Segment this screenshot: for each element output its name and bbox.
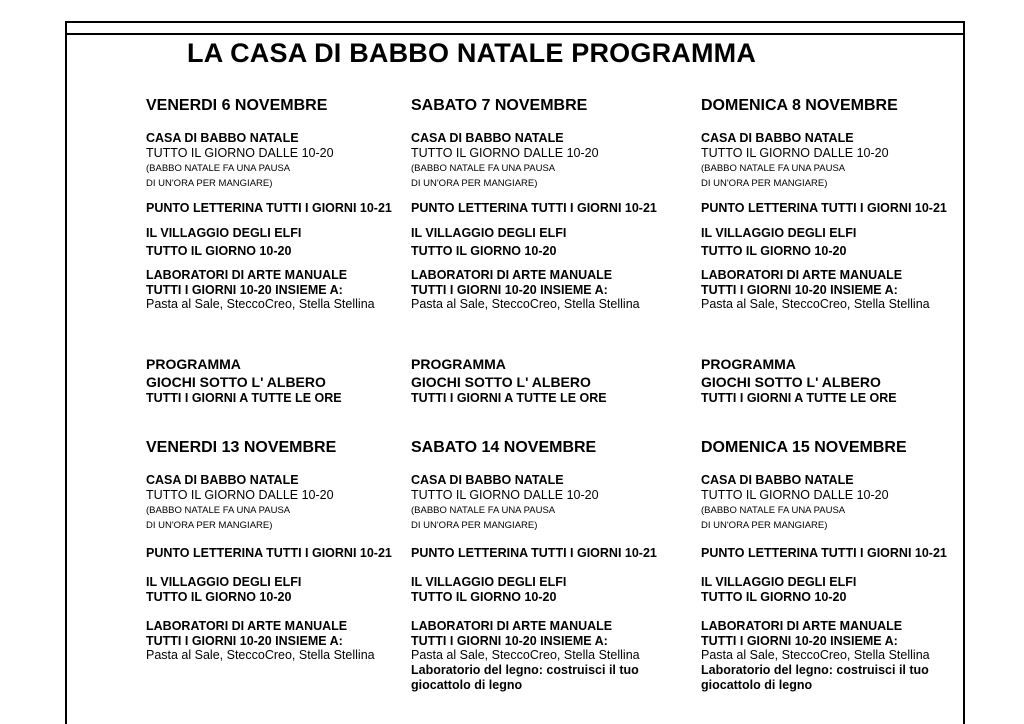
casa-note: (BABBO NATALE FA UNA PAUSA (146, 163, 291, 174)
casa-note: (BABBO NATALE FA UNA PAUSA (411, 505, 556, 516)
letterina-info: PUNTO LETTERINA TUTTI I GIORNI 10-21 (146, 546, 392, 560)
casa-hours: TUTTO IL GIORNO DALLE 10-20 (146, 488, 334, 502)
lab-list: Pasta al Sale, SteccoCreo, Stella Stellina (701, 297, 930, 311)
casa-title: CASA DI BABBO NATALE (411, 473, 564, 487)
villaggio-title: IL VILLAGGIO DEGLI ELFI (411, 575, 567, 589)
lab-hours: TUTTI I GIORNI 10-20 INSIEME A: (146, 283, 343, 297)
villaggio-title: IL VILLAGGIO DEGLI ELFI (411, 226, 567, 240)
casa-hours: TUTTO IL GIORNO DALLE 10-20 (146, 146, 334, 160)
letterina-info: PUNTO LETTERINA TUTTI I GIORNI 10-21 (411, 201, 657, 215)
day-heading: VENERDI 6 NOVEMBRE (146, 97, 328, 114)
lab-title: LABORATORI DI ARTE MANUALE (701, 619, 903, 633)
casa-note: DI UN'ORA PER MANGIARE) (411, 178, 538, 189)
lab-title: LABORATORI DI ARTE MANUALE (146, 268, 348, 282)
villaggio-hours: TUTTO IL GIORNO 10-20 (701, 590, 847, 604)
lab-title: LABORATORI DI ARTE MANUALE (411, 268, 613, 282)
villaggio-hours: TUTTO IL GIORNO 10-20 (146, 244, 292, 258)
lab-list: Pasta al Sale, SteccoCreo, Stella Stellina (411, 297, 640, 311)
day-heading: SABATO 14 NOVEMBRE (411, 439, 597, 456)
legno-lab: Laboratorio del legno: costruisci il tuo (411, 663, 639, 677)
letterina-info: PUNTO LETTERINA TUTTI I GIORNI 10-21 (411, 546, 657, 560)
lab-list: Pasta al Sale, SteccoCreo, Stella Stellina (146, 648, 375, 662)
casa-note: (BABBO NATALE FA UNA PAUSA (701, 163, 846, 174)
giochi-line: TUTTI I GIORNI A TUTTE LE ORE (701, 391, 897, 405)
lab-hours: TUTTI I GIORNI 10-20 INSIEME A: (701, 634, 898, 648)
casa-note: DI UN'ORA PER MANGIARE) (701, 520, 828, 531)
giochi-line: GIOCHI SOTTO L' ALBERO (146, 374, 326, 390)
villaggio-hours: TUTTO IL GIORNO 10-20 (146, 590, 292, 604)
giochi-line: GIOCHI SOTTO L' ALBERO (411, 374, 591, 390)
casa-note: (BABBO NATALE FA UNA PAUSA (701, 505, 846, 516)
legno-lab: giocattolo di legno (701, 678, 813, 692)
lab-list: Pasta al Sale, SteccoCreo, Stella Stellina (146, 297, 375, 311)
day-heading: DOMENICA 15 NOVEMBRE (701, 439, 907, 456)
villaggio-hours: TUTTO IL GIORNO 10-20 (701, 244, 847, 258)
casa-title: CASA DI BABBO NATALE (411, 131, 564, 145)
casa-hours: TUTTO IL GIORNO DALLE 10-20 (701, 146, 889, 160)
casa-note: DI UN'ORA PER MANGIARE) (701, 178, 828, 189)
page-header-box (65, 21, 965, 35)
giochi-line: TUTTI I GIORNI A TUTTE LE ORE (146, 391, 342, 405)
villaggio-title: IL VILLAGGIO DEGLI ELFI (146, 226, 302, 240)
giochi-line: PROGRAMMA (411, 356, 506, 372)
villaggio-hours: TUTTO IL GIORNO 10-20 (411, 590, 557, 604)
villaggio-hours: TUTTO IL GIORNO 10-20 (411, 244, 557, 258)
giochi-line: GIOCHI SOTTO L' ALBERO (701, 374, 881, 390)
giochi-line: PROGRAMMA (701, 356, 796, 372)
casa-hours: TUTTO IL GIORNO DALLE 10-20 (411, 488, 599, 502)
page-border-right (963, 21, 965, 724)
lab-hours: TUTTI I GIORNI 10-20 INSIEME A: (411, 634, 608, 648)
day-heading: VENERDI 13 NOVEMBRE (146, 439, 337, 456)
lab-title: LABORATORI DI ARTE MANUALE (701, 268, 903, 282)
letterina-info: PUNTO LETTERINA TUTTI I GIORNI 10-21 (701, 201, 947, 215)
day-heading: DOMENICA 8 NOVEMBRE (701, 97, 898, 114)
villaggio-title: IL VILLAGGIO DEGLI ELFI (701, 226, 857, 240)
lab-hours: TUTTI I GIORNI 10-20 INSIEME A: (701, 283, 898, 297)
casa-title: CASA DI BABBO NATALE (701, 131, 854, 145)
lab-hours: TUTTI I GIORNI 10-20 INSIEME A: (411, 283, 608, 297)
giochi-line: TUTTI I GIORNI A TUTTE LE ORE (411, 391, 607, 405)
casa-hours: TUTTO IL GIORNO DALLE 10-20 (701, 488, 889, 502)
casa-hours: TUTTO IL GIORNO DALLE 10-20 (411, 146, 599, 160)
casa-note: (BABBO NATALE FA UNA PAUSA (146, 505, 291, 516)
casa-title: CASA DI BABBO NATALE (701, 473, 854, 487)
villaggio-title: IL VILLAGGIO DEGLI ELFI (701, 575, 857, 589)
page-border-left (65, 21, 67, 724)
casa-note: DI UN'ORA PER MANGIARE) (146, 178, 273, 189)
casa-note: DI UN'ORA PER MANGIARE) (411, 520, 538, 531)
legno-lab: Laboratorio del legno: costruisci il tuo (701, 663, 929, 677)
letterina-info: PUNTO LETTERINA TUTTI I GIORNI 10-21 (146, 201, 392, 215)
giochi-line: PROGRAMMA (146, 356, 241, 372)
lab-title: LABORATORI DI ARTE MANUALE (411, 619, 613, 633)
casa-title: CASA DI BABBO NATALE (146, 473, 299, 487)
lab-hours: TUTTI I GIORNI 10-20 INSIEME A: (146, 634, 343, 648)
legno-lab: giocattolo di legno (411, 678, 523, 692)
casa-note: DI UN'ORA PER MANGIARE) (146, 520, 273, 531)
lab-list: Pasta al Sale, SteccoCreo, Stella Stellina (411, 648, 640, 662)
lab-title: LABORATORI DI ARTE MANUALE (146, 619, 348, 633)
page-title: LA CASA DI BABBO NATALE PROGRAMMA (187, 38, 757, 68)
day-heading: SABATO 7 NOVEMBRE (411, 97, 588, 114)
casa-note: (BABBO NATALE FA UNA PAUSA (411, 163, 556, 174)
villaggio-title: IL VILLAGGIO DEGLI ELFI (146, 575, 302, 589)
casa-title: CASA DI BABBO NATALE (146, 131, 299, 145)
letterina-info: PUNTO LETTERINA TUTTI I GIORNI 10-21 (701, 546, 947, 560)
lab-list: Pasta al Sale, SteccoCreo, Stella Stellina (701, 648, 930, 662)
